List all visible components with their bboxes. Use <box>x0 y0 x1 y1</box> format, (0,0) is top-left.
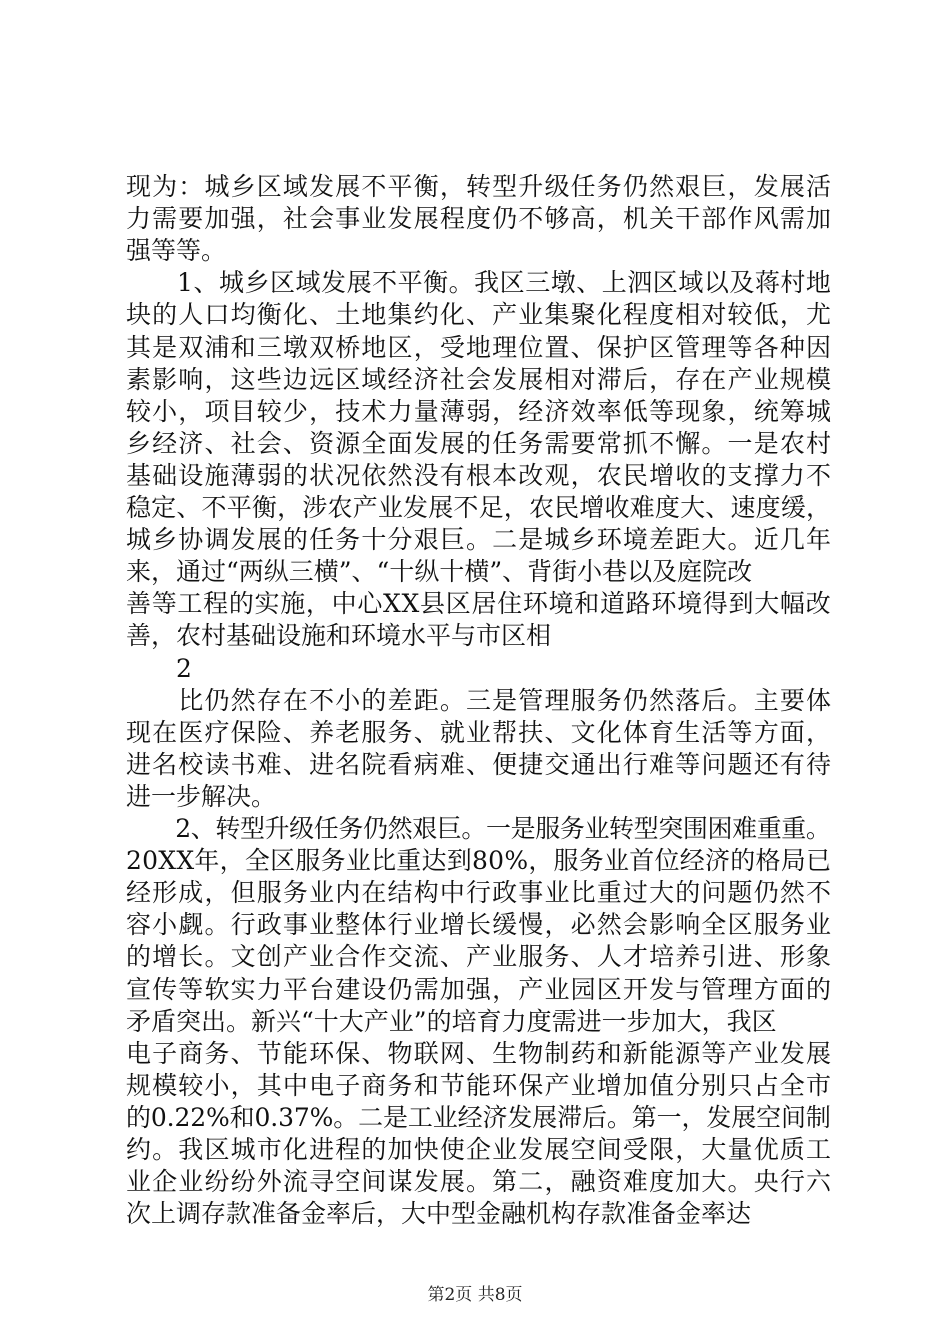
text-line: 的增长。文创产业合作交流、产业服务、人才培养引进、形象 <box>126 942 833 972</box>
text-line: 规模较小，其中电子商务和节能环保产业增加值分别只占全市 <box>126 1070 833 1100</box>
text-line: 2 <box>126 653 192 683</box>
text-line: 城乡协调发展的任务十分艰巨。二是城乡环境差距大。近几年 <box>126 525 833 555</box>
text-line: 电子商务、节能环保、物联网、生物制药和新能源等产业发展 <box>126 1038 833 1068</box>
text-line: 20XX年，全区服务业比重达到80%，服务业首位经济的格局已 <box>126 846 832 876</box>
text-line: 来，通过“两纵三横”、“十纵十横”、背街小巷以及庭院改 <box>126 557 753 587</box>
text-line: 稳定、不平衡，涉农产业发展不足，农民增收难度大、速度缓， <box>126 493 832 522</box>
text-line: 进一步解决。 <box>126 781 277 811</box>
text-line: 1、城乡区域发展不平衡。我区三墩、上泗区域以及蒋村地 <box>126 268 832 298</box>
text-line: 的0.22%和0.37%。二是工业经济发展滞后。第一，发展空间制 <box>126 1102 831 1132</box>
text-line: 乡经济、社会、资源全面发展的任务需要常抓不懈。一是农村 <box>126 428 833 458</box>
text-line: 矛盾突出。新兴“十大产业”的培育力度需进一步加大，我区 <box>126 1006 777 1036</box>
text-line: 比仍然存在不小的差距。三是管理服务仍然落后。主要体 <box>126 685 833 715</box>
text-line: 其是双浦和三墩双桥地区，受地理位置、保护区管理等各种因 <box>126 332 833 362</box>
text-line: 基础设施薄弱的状况依然没有根本改观，农民增收的支撑力不 <box>126 460 833 490</box>
text-line: 现在医疗保险、养老服务、就业帮扶、文化体育生活等方面， <box>126 717 833 747</box>
page-footer: 第2页 共8页 <box>427 1285 523 1305</box>
text-line: 现为：城乡区域发展不平衡，转型升级任务仍然艰巨，发展活 <box>126 172 833 201</box>
text-line: 进名校读书难、进名院看病难、便捷交通出行难等问题还有待 <box>126 749 833 779</box>
text-line: 较小，项目较少，技术力量薄弱，经济效率低等现象，统筹城 <box>126 396 833 426</box>
text-line: 容小觑。行政事业整体行业增长缓慢，必然会影响全区服务业 <box>126 910 833 940</box>
text-line: 力需要加强，社会事业发展程度仍不够高，机关干部作风需加 <box>126 204 833 234</box>
text-line: 素影响，这些边远区域经济社会发展相对滞后，存在产业规模 <box>126 364 833 394</box>
text-line: 宣传等软实力平台建设仍需加强，产业园区开发与管理方面的 <box>126 974 833 1004</box>
text-line: 善等工程的实施，中心XX县区居住环境和道路环境得到大幅改 <box>126 589 832 619</box>
text-line: 次上调存款准备金率后，大中型金融机构存款准备金率达 <box>126 1199 752 1229</box>
text-line: 经形成，但服务业内在结构中行政事业比重过大的问题仍然不 <box>126 878 833 908</box>
text-line: 约。我区城市化进程的加快使企业发展空间受限，大量优质工 <box>126 1135 833 1164</box>
text-line: 强等等。 <box>126 236 227 266</box>
text-line: 善，农村基础设施和环境水平与市区相 <box>126 621 552 651</box>
text-line: 业企业纷纷外流寻空间谋发展。第二，融资难度加大。央行六 <box>126 1167 833 1197</box>
text-line: 块的人口均衡化、土地集约化、产业集聚化程度相对较低，尤 <box>126 300 833 330</box>
text-line: 2、转型升级任务仍然艰巨。一是服务业转型突围困难重重。 <box>126 814 831 843</box>
